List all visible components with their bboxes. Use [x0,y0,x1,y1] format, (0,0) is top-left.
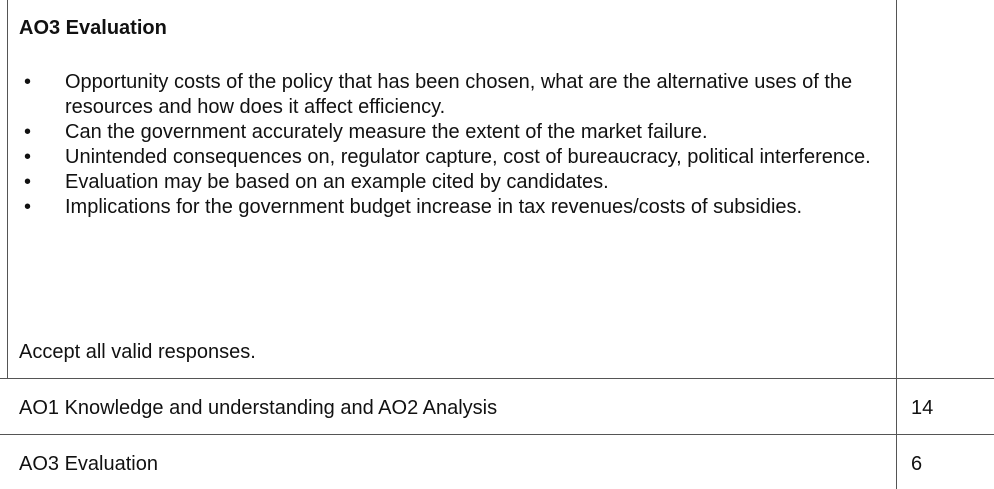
bullet-icon: • [24,71,32,93]
mark-row-value: 6 [911,453,923,475]
bullet-icon: • [24,146,32,168]
mark-row-value: 14 [911,397,934,419]
bullet-text: Opportunity costs of the policy that has been chosen, what are the alternative uses of the resources and how does it affect efficiency. [65,71,853,118]
list-item [19,120,889,145]
mark-row-label: AO3 Evaluation [19,453,158,475]
bullet-text: Evaluation may be based on an example cited by candidates. [65,171,609,193]
table-row-divider [0,378,994,379]
table-border-marks-column [896,0,897,489]
bullet-icon: • [24,171,32,193]
evaluation-bullet-list [19,70,889,220]
list-item [19,170,889,195]
table-row-divider [0,434,994,435]
bullet-text: Can the government accurately measure the extent of the market failure. [65,121,708,143]
list-item [19,145,889,170]
bullet-icon: • [24,196,32,218]
section-heading: AO3 Evaluation [19,17,167,39]
mark-row-label: AO1 Knowledge and understanding and AO2 Analysis [19,397,498,419]
list-item [19,70,889,120]
bullet-icon: • [24,121,32,143]
accept-note: Accept all valid responses. [19,341,256,363]
list-item [19,195,889,220]
table-border-left [7,0,8,378]
bullet-text: Unintended consequences on, regulator capture, cost of bureaucracy, political interference. [65,146,871,168]
bullet-text: Implications for the government budget increase in tax revenues/costs of subsidies. [65,196,803,218]
